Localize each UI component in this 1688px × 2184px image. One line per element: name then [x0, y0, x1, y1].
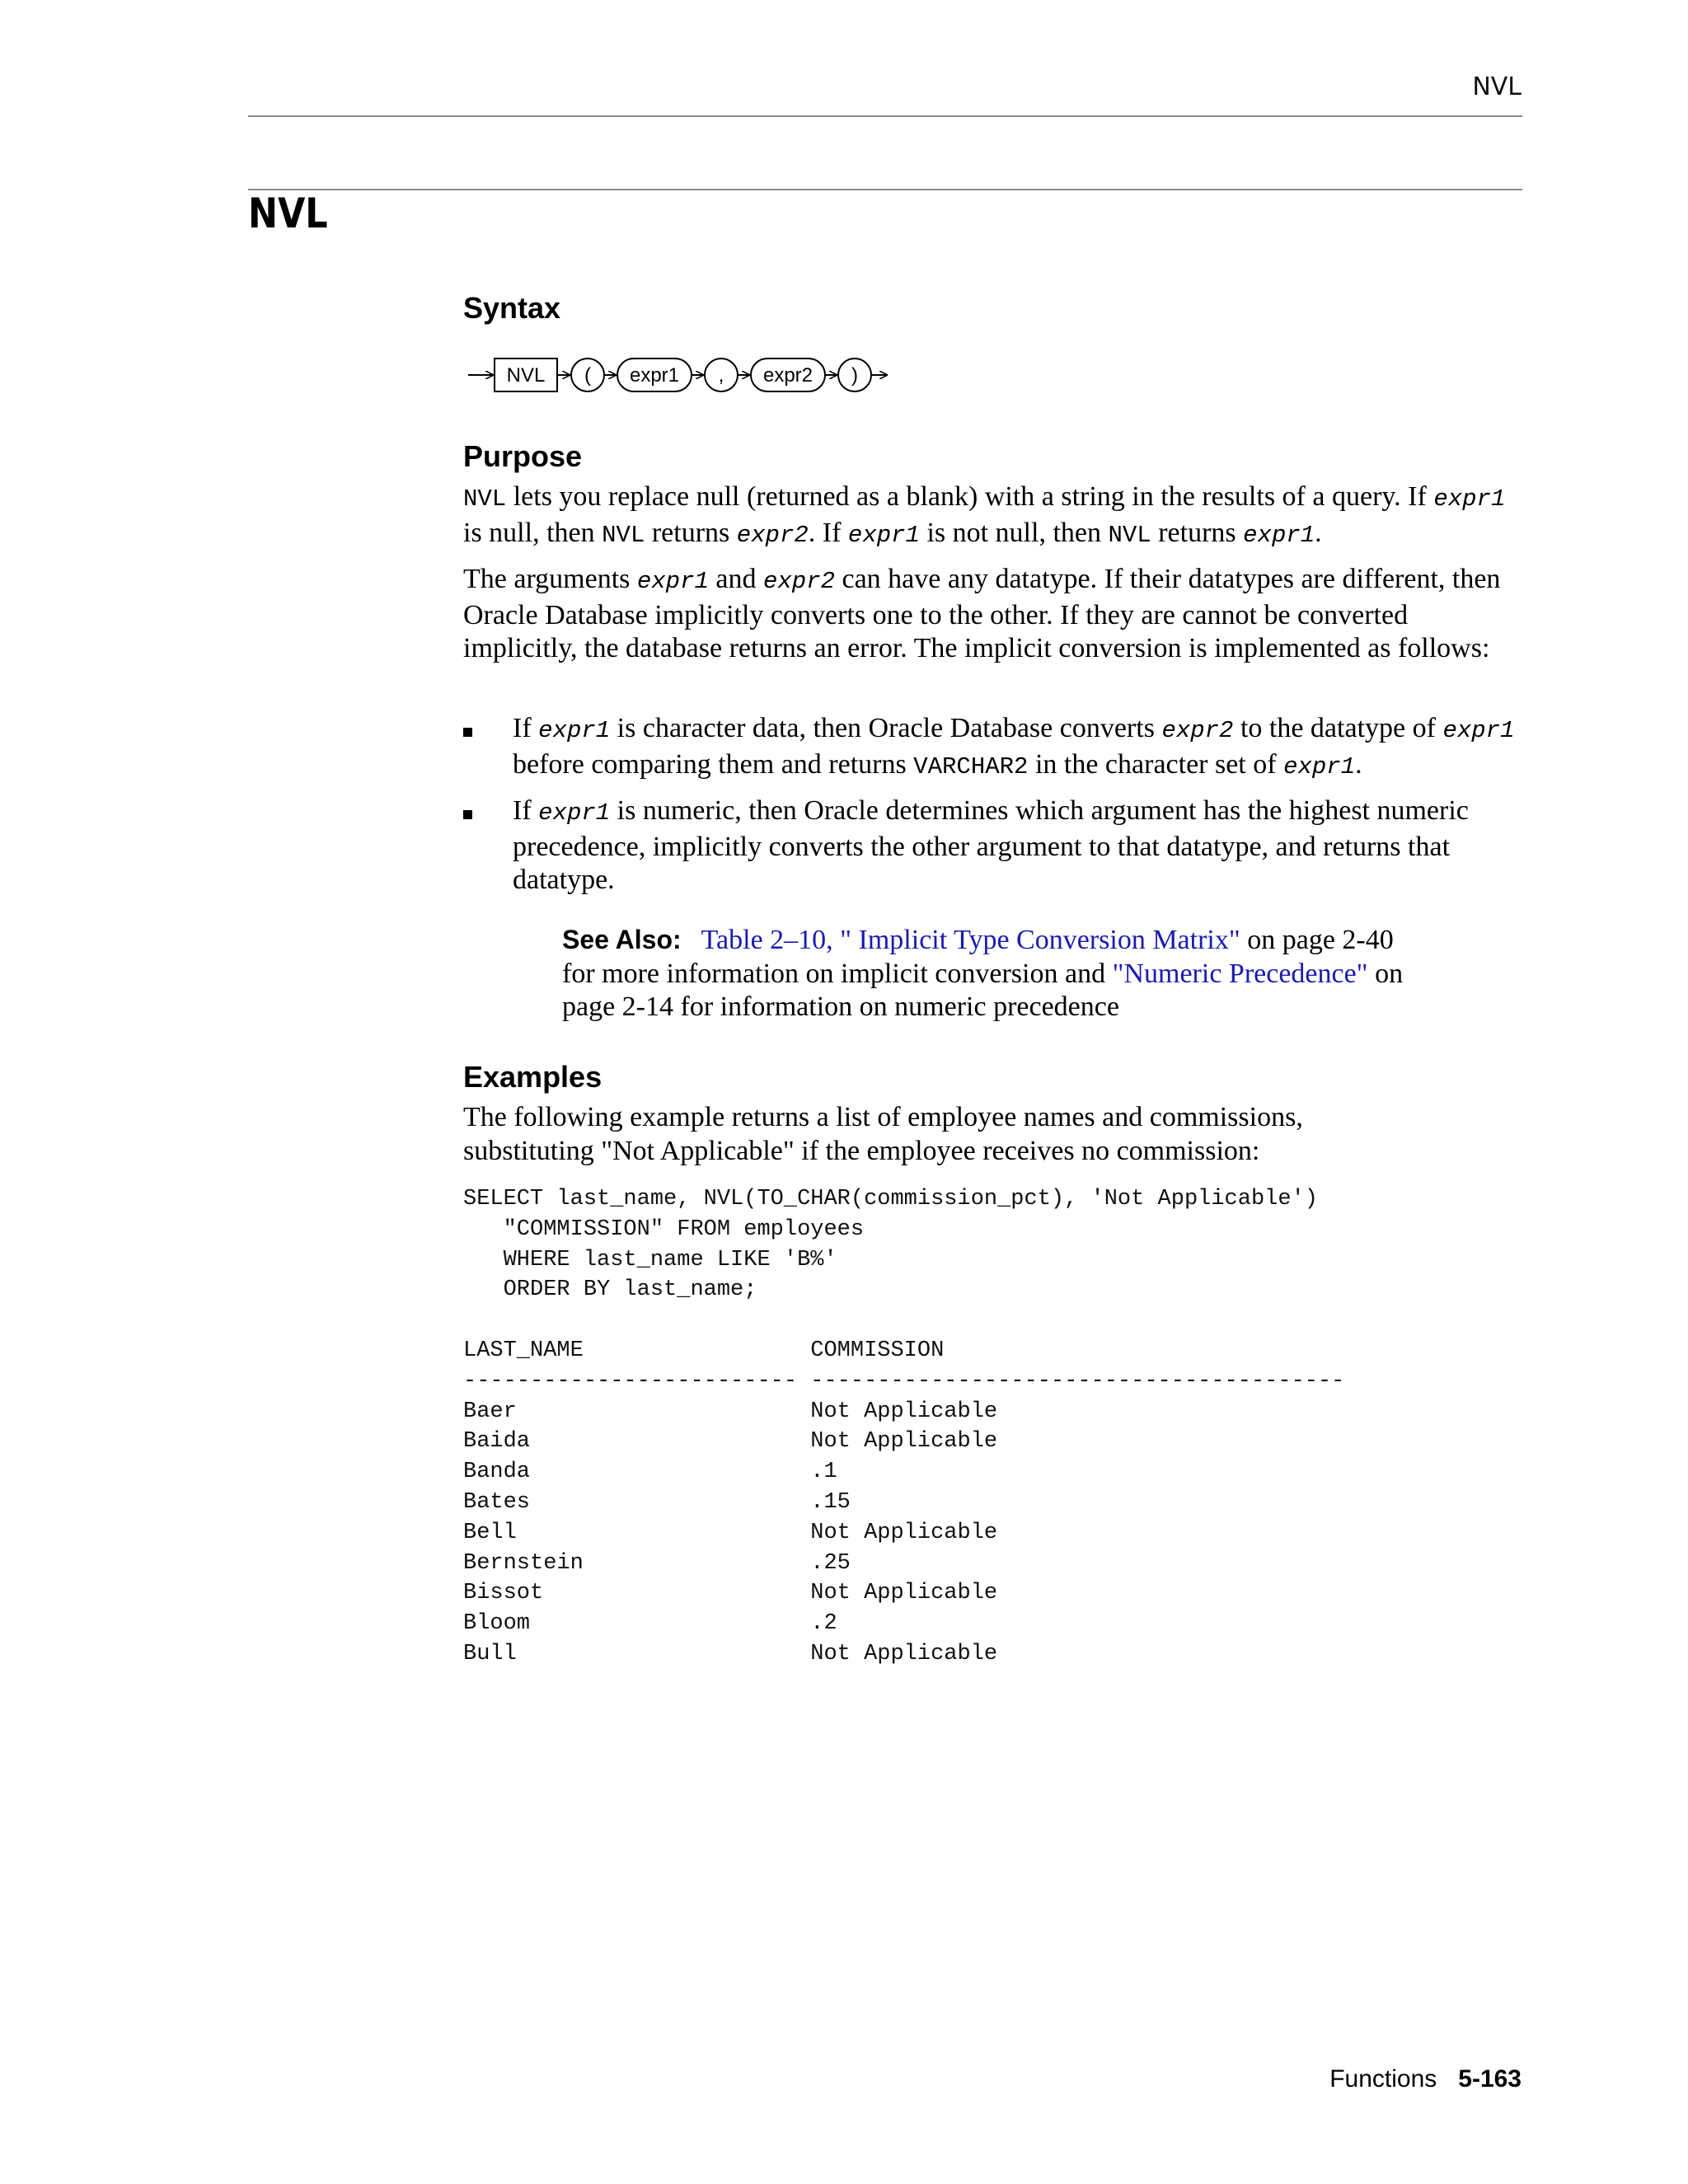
syntax-heading: Syntax — [463, 291, 561, 325]
title-rule — [248, 189, 1522, 190]
bullet-item-character-data: If expr1 is character data, then Oracle Database converts expr2 to the datatype of expr1 before comparing them and returns VARCHAR2 in the character set of expr1. — [513, 713, 1515, 780]
footer-section: Functions — [1329, 2065, 1437, 2093]
purpose-heading: Purpose — [463, 439, 583, 473]
bullet-marker — [463, 728, 472, 737]
nvl-keyword-label: NVL — [506, 364, 546, 387]
see-also-label: See Also: — [562, 925, 682, 954]
page-title: NVL — [248, 190, 328, 237]
expr1-label: expr1 — [629, 364, 680, 387]
header-rule — [248, 115, 1522, 117]
examples-intro: The following example returns a list of employee names and commissions, substituting "Not Applicable" if the employee receives no commission: — [463, 1102, 1303, 1166]
numeric-precedence-link[interactable]: "Numeric Precedence" — [1112, 958, 1368, 989]
bullet-marker — [463, 810, 472, 819]
purpose-paragraph-2: The arguments expr1 and expr2 can have any datatype. If their datatypes are different, then Oracle Database implicitly converts one to the other. If they are cannot be converted implicitly, the database returns an error. The implicit conversion is implemented as follows: — [463, 564, 1501, 663]
purpose-paragraph-1: NVL lets you replace null (returned as a blank) with a string in the results of a query. If expr1 is null, then NVL returns expr2. If expr1 is not null, then NVL returns expr1. — [463, 481, 1506, 549]
expr2-label: expr2 — [762, 364, 814, 387]
comma-label: , — [718, 364, 724, 387]
page-number: 5-163 — [1458, 2065, 1522, 2093]
sql-query-code: SELECT last_name, NVL(TO_CHAR(commission_pct), 'Not Applicable') "COMMISSION" FROM employees WHERE last_name LIKE 'B%' ORDER BY last_name; — [463, 1187, 1318, 1303]
page-footer — [1236, 2065, 1522, 2093]
running-head: NVL — [1472, 73, 1522, 101]
syntax-railroad-diagram — [463, 353, 892, 399]
query-result-table: LAST_NAME COMMISSION ------------------------- ---------------------------------------- Baer Not Applicable Baida Not Applicable Banda .1 Bates .15 Bell Not Applicable Bernstein .25 Bissot Not Applicable Bloom .2 Bull Not Applicable — [463, 1338, 1345, 1666]
close-paren-label: ) — [851, 364, 858, 387]
examples-heading: Examples — [463, 1060, 603, 1094]
open-paren-label: ( — [584, 364, 591, 387]
see-also-note: See Also: Table 2–10, " Implicit Type Conversion Matrix" on page 2-40 for more information on implicit conversion and "Numeric Precedence" on page 2-14 for information on numeric precedence — [562, 925, 1404, 1022]
implicit-conversion-matrix-link[interactable]: Table 2–10, " Implicit Type Conversion Matrix" — [701, 925, 1240, 955]
bullet-item-numeric: If expr1 is numeric, then Oracle determines which argument has the highest numeric precedence, implicitly converts the other argument to that datatype, and returns that datatype. — [513, 795, 1469, 895]
